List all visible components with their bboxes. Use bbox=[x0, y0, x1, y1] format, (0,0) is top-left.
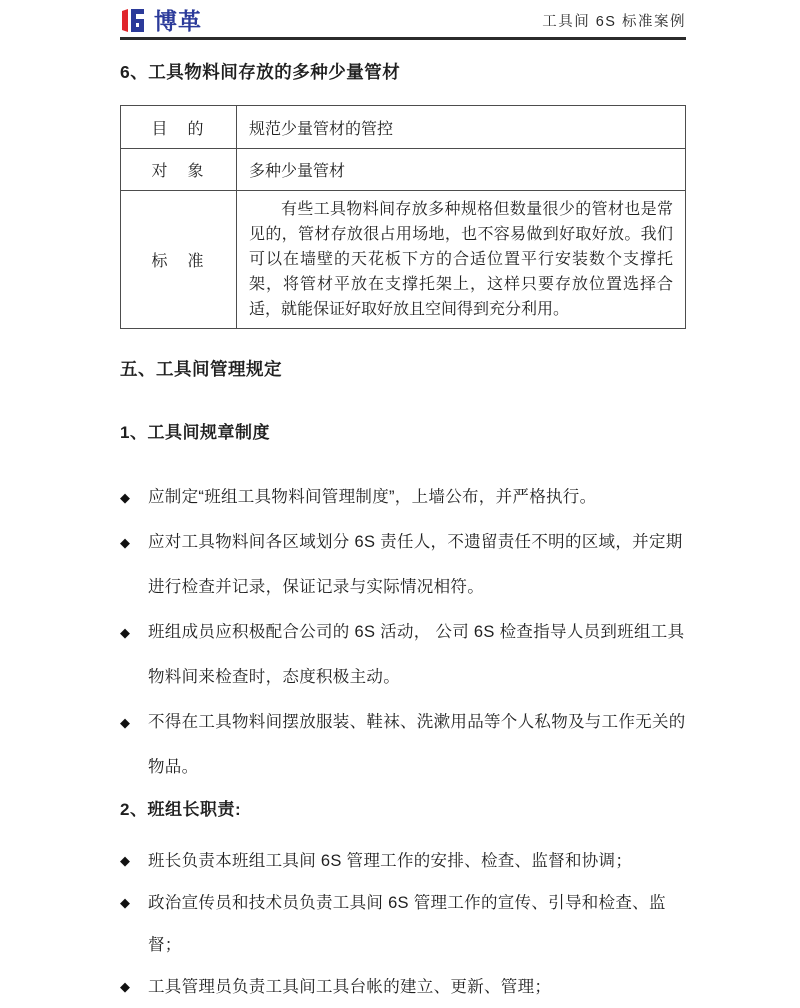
page-header bbox=[120, 0, 686, 40]
diamond-bullet-icon: ◆ bbox=[120, 535, 130, 550]
company-logo bbox=[120, 7, 202, 34]
table-row-object bbox=[121, 149, 686, 191]
standard-value-cell bbox=[237, 191, 686, 329]
list-item-text: 应制定“班组工具物料间管理制度”，上墙公布，并严格执行。 bbox=[148, 488, 597, 506]
sub1-heading: 1、工具间规章制度 bbox=[120, 423, 270, 442]
list-item bbox=[120, 700, 686, 790]
purpose-label-cell: 目 的 bbox=[121, 106, 237, 149]
table-row-standard bbox=[121, 191, 686, 329]
purpose-value-cell: 规范少量管材的管控 bbox=[237, 106, 686, 149]
diamond-bullet-icon: ◆ bbox=[120, 979, 130, 994]
list-item-text: 应对工具物料间各区域划分 6S 责任人，不遗留责任不明的区域，并定期进行检查并记录，保证记录与实际情况相符。 bbox=[148, 533, 683, 596]
list-item-text: 政治宣传员和技术员负责工具间 6S 管理工作的宣传、引导和检查、监督； bbox=[148, 894, 666, 954]
list-item bbox=[120, 475, 686, 520]
page-content bbox=[120, 0, 686, 1008]
object-value-cell: 多种少量管材 bbox=[237, 149, 686, 191]
section6-heading: 6、工具物料间存放的多种少量管材 bbox=[120, 62, 401, 82]
diamond-bullet-icon: ◆ bbox=[120, 625, 130, 640]
table-row-purpose bbox=[121, 106, 686, 149]
diamond-bullet-icon: ◆ bbox=[120, 853, 130, 868]
duties-bullet-list bbox=[120, 840, 686, 1008]
document-title: 工具间 6S 标准案例 bbox=[542, 14, 686, 30]
chapter5-heading: 五、工具间管理规定 bbox=[120, 359, 282, 379]
logo-text: 博革 bbox=[154, 7, 202, 34]
list-item bbox=[120, 966, 686, 1008]
list-item-text: 班长负责本班组工具间 6S 管理工作的安排、检查、监督和协调； bbox=[148, 852, 633, 870]
spec-table bbox=[120, 105, 686, 329]
list-item bbox=[120, 882, 686, 966]
boge-logo-icon bbox=[120, 7, 147, 34]
object-label-cell: 对 象 bbox=[121, 149, 237, 191]
list-item-text: 不得在工具物料间摆放服装、鞋袜、洗漱用品等个人私物及与工作无关的物品。 bbox=[148, 713, 686, 776]
list-item bbox=[120, 520, 686, 610]
list-item-text: 班组成员应积极配合公司的 6S 活动， 公司 6S 检查指导人员到班组工具物料间来检查时，态度积极主动。 bbox=[148, 623, 685, 686]
list-item bbox=[120, 610, 686, 700]
list-item-text: 工具管理员负责工具间工具台帐的建立、更新、管理； bbox=[148, 978, 552, 996]
list-item bbox=[120, 840, 686, 882]
rules-bullet-list bbox=[120, 475, 686, 790]
diamond-bullet-icon: ◆ bbox=[120, 895, 130, 910]
sub2-heading: 2、班组长职责: bbox=[120, 800, 242, 819]
diamond-bullet-icon: ◆ bbox=[120, 715, 130, 730]
standard-label-cell: 标 准 bbox=[121, 191, 237, 329]
standard-paragraph: 有些工具物料间存放多种规格但数量很少的管材也是常见的，管材存放很占用场地，也不容易做到好取好放。我们可以在墙壁的天花板下方的合适位置平行安装数个支撑托架，将管材平放在支撑托架上，这样只要存放位置选择合适，就能保证好取好放且空间得到充分利用。 bbox=[249, 201, 673, 318]
diamond-bullet-icon: ◆ bbox=[120, 490, 130, 505]
